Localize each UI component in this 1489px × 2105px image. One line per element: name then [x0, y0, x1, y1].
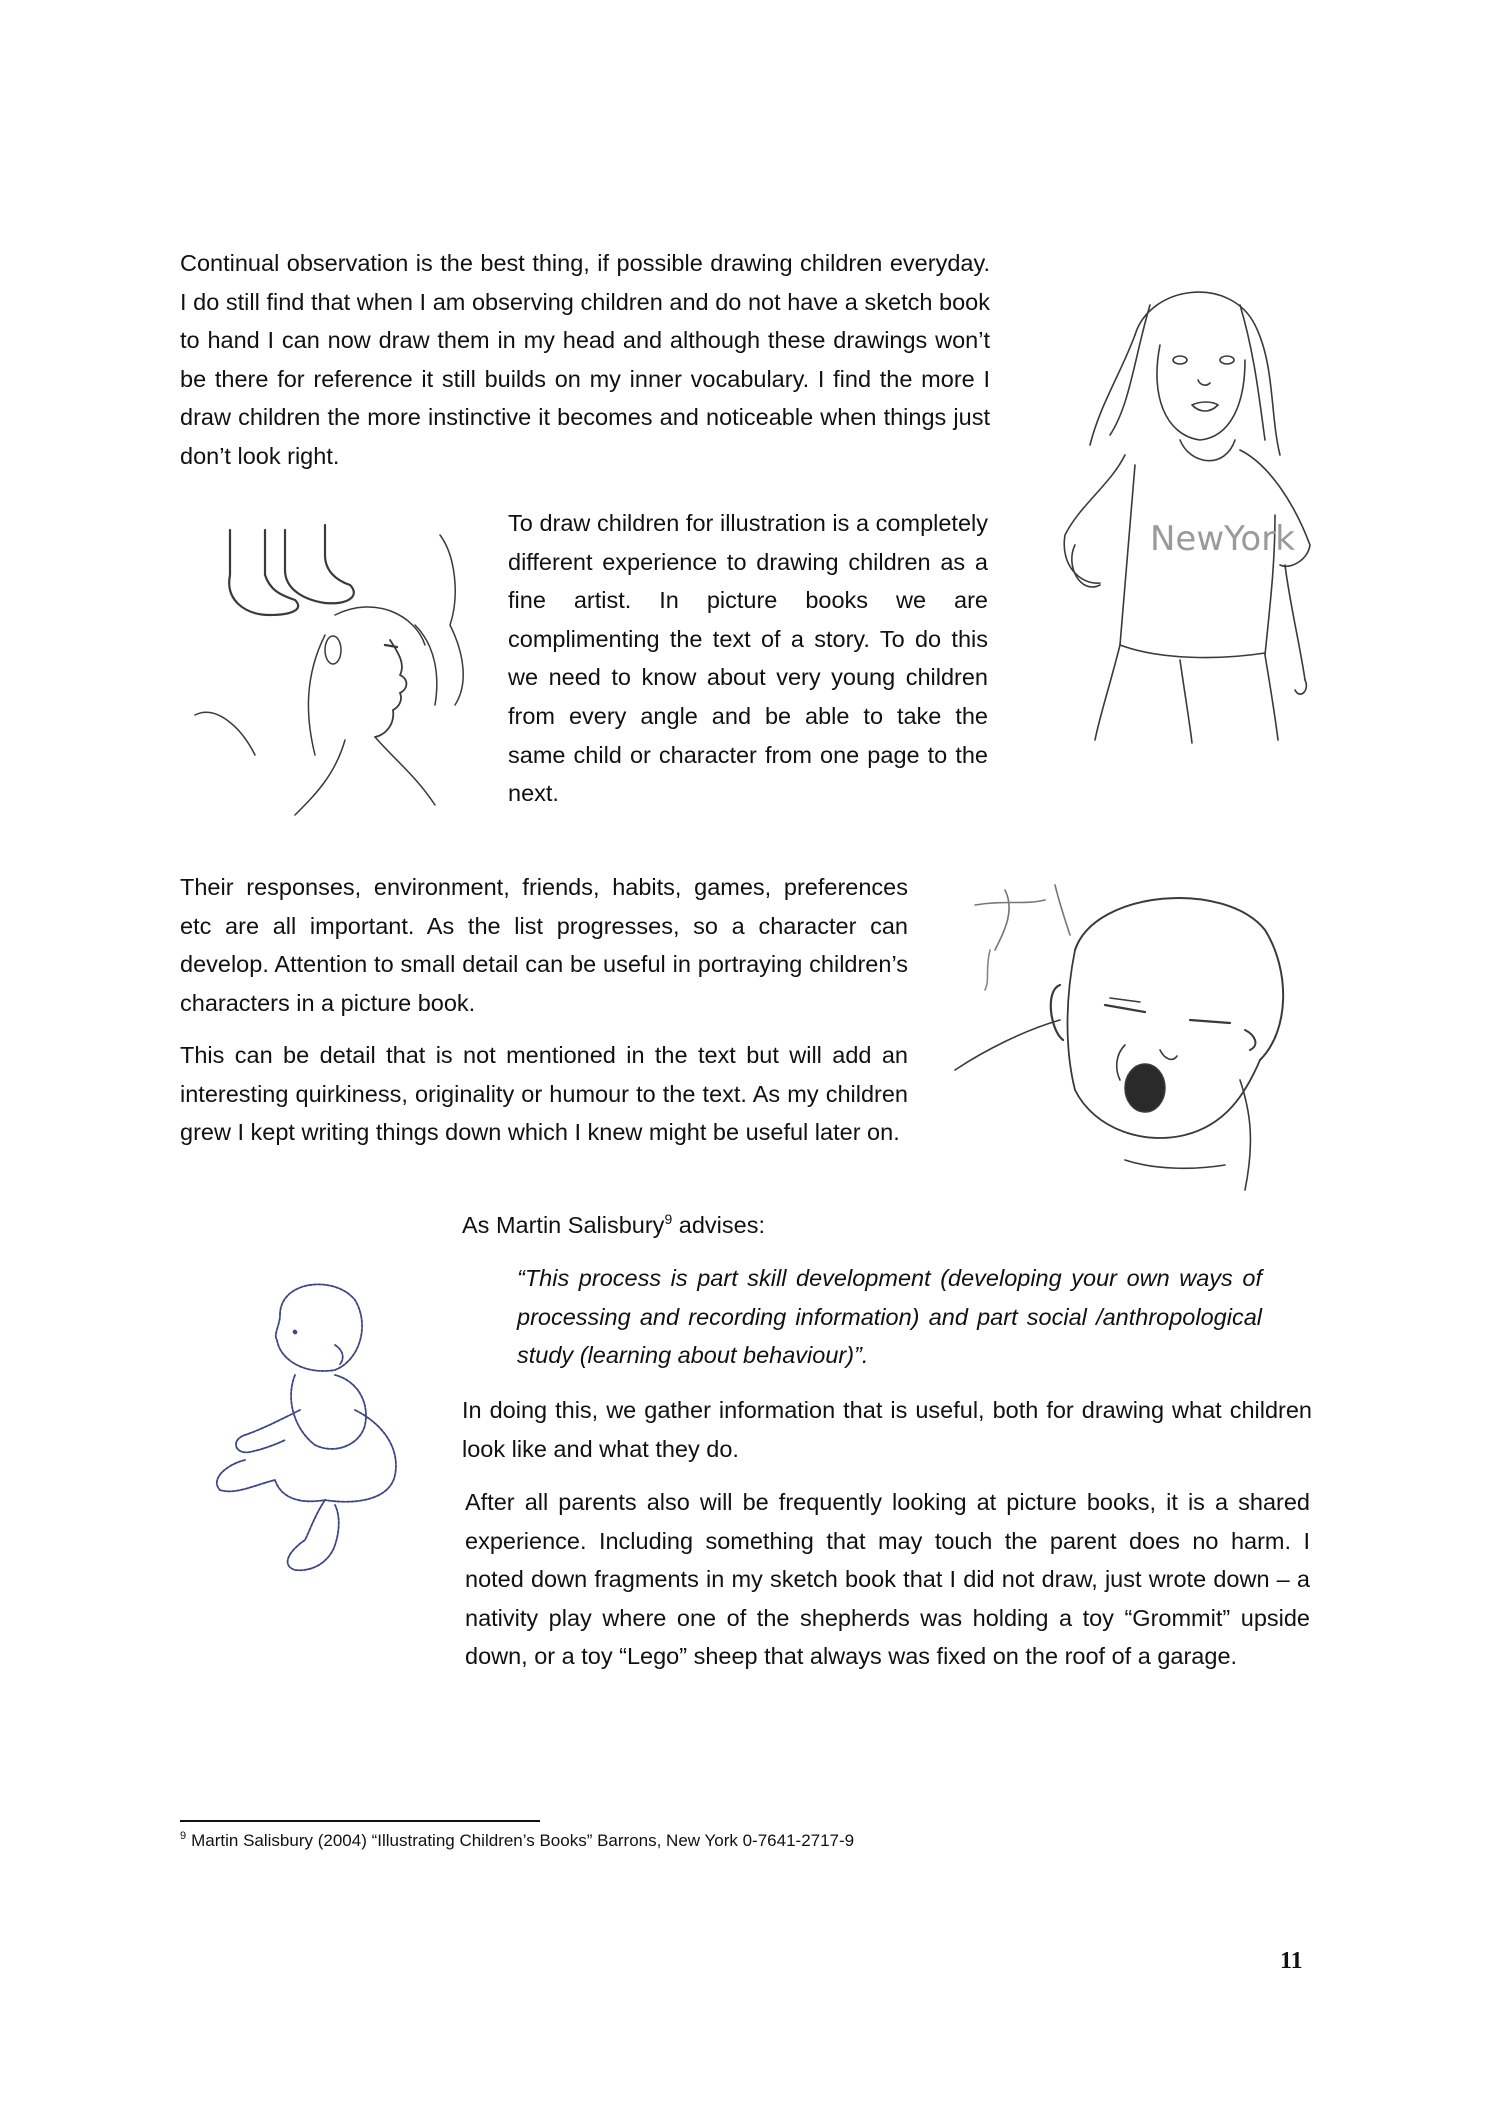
footnote-text: Martin Salisbury (2004) “Illustrating Children’s Books” Barrons, New York 0-7641-2717-9 [191, 1831, 855, 1850]
paragraph-detail [180, 1036, 908, 1152]
paragraph-salisbury-intro [462, 1206, 1322, 1245]
sketch-sitting-baby [185, 1260, 435, 1600]
paragraph-text: Continual observation is the best thing, if possible drawing children everyday. I do still find that when I am observing children and do not have a sketch book to hand I can now draw them in my head and although these drawings won’t be there for reference it still builds on my inner vocabulary. I find the more I draw children the more instinctive it becomes and noticeable when things just don’t look right. [180, 250, 990, 469]
svg-text:NewYork: NewYork [1150, 519, 1295, 559]
sketch-crying-baby [945, 870, 1355, 1210]
paragraph-text: To draw children for illustration is a completely different experience to drawing children as a fine artist. In picture books we are complimenting the text of a story. To do this we need to know about very young children from every angle and be able to take the same child or character from one page to the next. [508, 510, 988, 807]
paragraph-text: This can be detail that is not mentioned in the text but will add an interesting quirkiness, originality or humour to the text. As my children grew I kept writing things down which I knew might be useful later on. [180, 1042, 908, 1146]
block-quote [517, 1259, 1262, 1375]
paragraph-responses [180, 868, 908, 1022]
intro-text-after: advises: [672, 1212, 765, 1238]
paragraph-text: In doing this, we gather information that is useful, both for drawing what children look like and what they do. [462, 1397, 1312, 1462]
footnote [180, 1828, 854, 1854]
quote-text: “This process is part skill development (developing your own ways of processing and recording information) and part social /anthropological study (learning about behaviour)”. [517, 1265, 1262, 1369]
intro-text: As Martin Salisbury [462, 1212, 665, 1238]
footnote-separator [180, 1820, 540, 1822]
paragraph-observation [180, 244, 990, 476]
paragraph-text: Their responses, environment, friends, habits, games, preferences etc are all important. As the list progresses, so a character can develop. Attention to small detail can be useful in portraying children’s characters in a picture book. [180, 874, 908, 1016]
paragraph-text: After all parents also will be frequently looking at picture books, it is a shared experience. Including something that may touch the parent does no harm. I noted down fragments in my sketch book that I did not draw, just wrote down – a nativity play where one of the shepherds was holding a toy “Grommit” upside down, or a toy “Lego” sheep that always was fixed on the roof of a garage. [465, 1489, 1310, 1670]
paragraph-parents [465, 1483, 1310, 1676]
sketch-standing-girl [1040, 265, 1330, 745]
sketch-child-profile [185, 515, 470, 820]
paragraph-gather-information [462, 1391, 1312, 1468]
page-number: 11 [1280, 1948, 1303, 1974]
paragraph-illustration [508, 504, 988, 813]
footnote-marker: 9 [180, 1830, 187, 1843]
footnote-reference[interactable]: 9 [664, 1211, 673, 1228]
